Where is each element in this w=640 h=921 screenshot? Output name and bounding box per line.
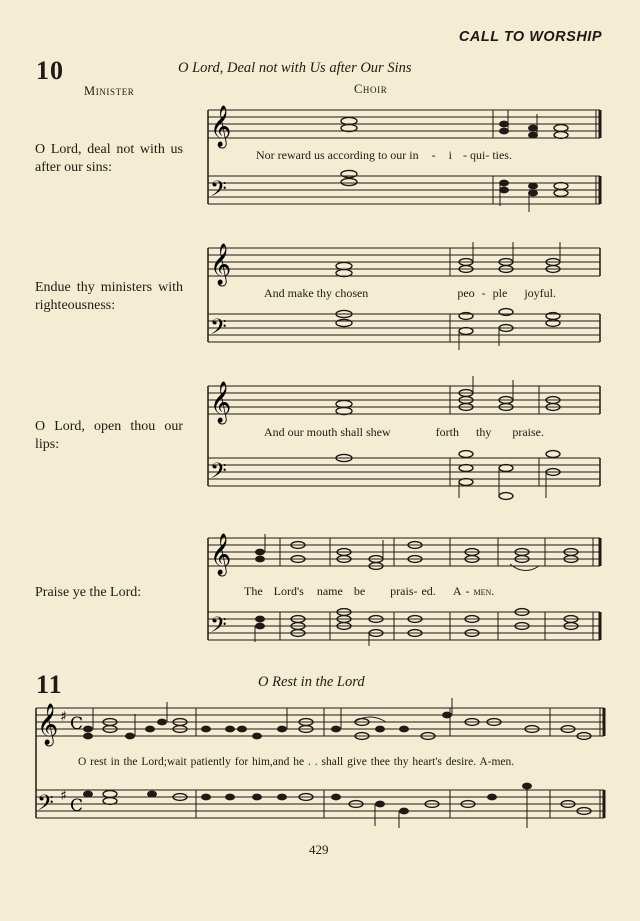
choir-label: Choir [354,82,388,96]
hymn-11-number: 11 [36,670,63,699]
svg-text:𝄢: 𝄢 [37,791,54,821]
svg-text:𝄢: 𝄢 [210,459,227,489]
svg-text:𝄞: 𝄞 [210,106,232,147]
hymn-11-lyric: O rest in the Lord;wait patiently for him,and he . . shall give thee thy heart's desire. A-men. [78,756,515,768]
response-1-lyric: Nor reward us according to our in - i - qui- ties. [256,148,512,162]
svg-text:𝄢: 𝄢 [210,315,227,345]
minister-verse-1: O Lord, deal not with us after our sins: [35,142,183,175]
hymn-10-title: O Lord, Deal not with Us after Our Sins [178,60,412,76]
svg-text:C: C [70,796,84,816]
svg-text:C: C [70,714,84,734]
response-2-lyric: And make thy chosen peo - ple joyful. [264,286,556,300]
svg-text:𝄢: 𝄢 [210,177,227,207]
section-header: CALL TO WORSHIP [458,29,602,45]
hymn-10-number: 10 [36,56,64,85]
svg-text:𝄞: 𝄞 [37,704,59,745]
response-4-lyric: The Lord's name be prais- ed. A - men. [244,584,495,598]
minister-verse-4: Praise ye the Lord: [35,585,142,600]
svg-text:♯: ♯ [60,788,67,804]
svg-text:𝄞: 𝄞 [210,382,232,423]
page-number: 429 [309,842,329,857]
hymn-11-title: O Rest in the Lord [258,674,365,690]
minister-verse-2: Endue thy ministers with righteousness: [35,280,183,313]
response-3-lyric: And our mouth shall shew forth thy praise. [264,425,544,439]
svg-text:♯: ♯ [60,709,67,725]
svg-text:𝄞: 𝄞 [210,244,232,285]
svg-text:𝄞: 𝄞 [210,534,232,575]
minister-verse-3: O Lord, open thou our lips: [35,419,183,452]
minister-label: Minister [84,84,135,98]
svg-text:𝄢: 𝄢 [210,613,227,643]
